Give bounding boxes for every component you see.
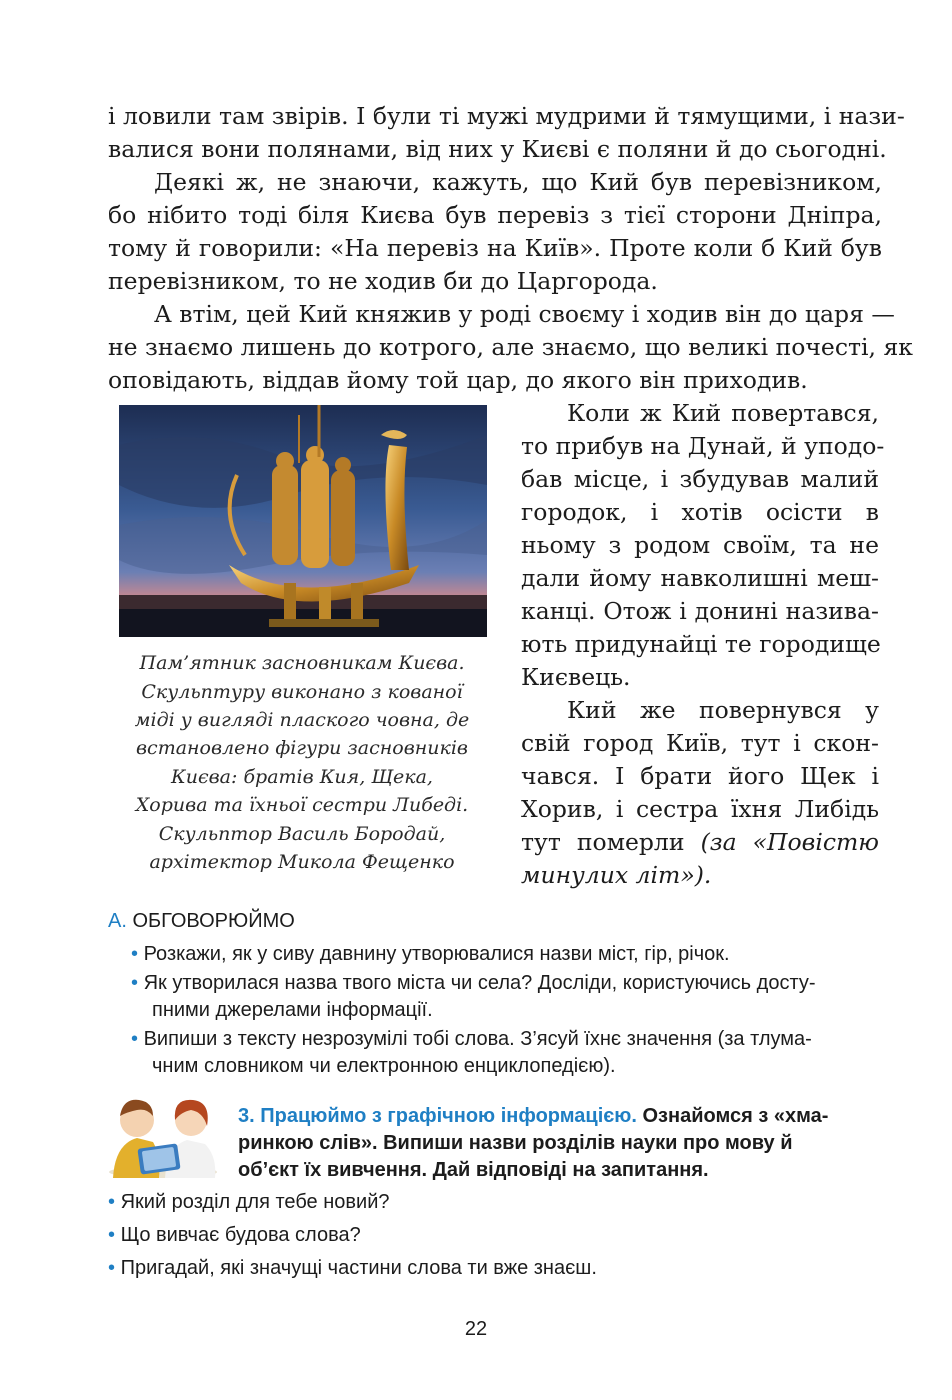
- section-heading: [108, 907, 295, 935]
- bullet-icon: •: [108, 1224, 116, 1246]
- text-line: ють придунайці те городище: [521, 630, 881, 658]
- text-fragment: тут померли: [521, 828, 685, 856]
- text-line: чався. І брати його Щек і: [521, 762, 879, 790]
- list-item-continuation: пними джерелами інформації.: [152, 999, 433, 1021]
- list-item: [131, 940, 730, 968]
- bullet-icon: •: [108, 1257, 116, 1279]
- list-item-continuation: чним словником чи електронною енциклопедією).: [152, 1055, 616, 1077]
- text-line: А втім, цей Кий княжив у роді своєму і ходив він до царя —: [154, 300, 895, 328]
- question-text: Який розділ для тебе новий?: [120, 1191, 390, 1213]
- text-line: [521, 826, 879, 859]
- list-item-text: Випиши з тексту незрозумілі тобі слова. З’ясуй їхнє значення (за тлума-: [143, 1028, 812, 1050]
- bullet-icon: •: [131, 1028, 139, 1050]
- monument-photo: [119, 405, 487, 637]
- photo-caption-line: міді у вигляді плаского човна, де: [134, 709, 470, 731]
- photo-caption-line: Києва: братів Кия, Щека,: [171, 766, 433, 788]
- list-item-text: Розкажи, як у сиву давнину утворювалися назви міст, гір, річок.: [143, 943, 730, 965]
- text-line: бав місце, і збудував малий: [521, 465, 879, 493]
- text-line: перевізником, то не ходив би до Царгорода.: [108, 267, 658, 295]
- text-line: бо нібито тоді біля Києва був перевіз з тієї сторони Дніпра,: [108, 201, 882, 229]
- text-line: Хорив, і сестра їхня Либідь: [521, 795, 879, 823]
- task-line: ринкою слів». Випиши назви розділів науки про мову й: [238, 1132, 793, 1154]
- photo-caption-line: Скульптор Василь Бородай,: [158, 823, 446, 845]
- photo-caption-line: Пам’ятник засновникам Києва.: [139, 652, 465, 674]
- task-line: об’єкт їх вивчення. Дай відповіді на запитання.: [238, 1159, 709, 1181]
- photo-caption-line: встановлено фігури засновників: [136, 737, 468, 759]
- text-line: і ловили там звірів. І були ті мужі мудрими й тямущими, і нази-: [108, 102, 905, 130]
- question-text: Пригадай, які значущі частини слова ти вже знаєш.: [120, 1257, 597, 1279]
- bullet-icon: •: [131, 943, 139, 965]
- source-reference: (за «Повістю: [700, 828, 879, 856]
- text-line: Кий же повернувся у: [567, 696, 879, 724]
- list-item-text: Як утворилася назва твого міста чи села? Досліди, користуючись досту-: [143, 972, 816, 994]
- photo-caption-line: архітектор Микола Фещенко: [149, 851, 455, 873]
- text-line: городок, і хотів осісти в: [521, 498, 879, 526]
- text-line: канці. Отож і донині назива-: [521, 597, 879, 625]
- bullet-icon: •: [108, 1191, 116, 1213]
- list-item: [131, 1025, 812, 1053]
- source-reference: минулих літ»).: [521, 861, 712, 889]
- text-line: валися вони полянами, від них у Києві є поляни й до сьогодні.: [108, 135, 887, 163]
- question-item: [108, 1188, 390, 1216]
- section-letter: А.: [108, 910, 127, 932]
- bullet-icon: •: [131, 972, 139, 994]
- question-item: [108, 1254, 597, 1282]
- question-item: [108, 1221, 361, 1249]
- text-line: оповідають, віддав йому той цар, до якого він приходив.: [108, 366, 808, 394]
- text-line: ньому з родом своїм, та не: [521, 531, 879, 559]
- text-line: не знаємо лишень до котрого, але знаємо, що великі почесті, як: [108, 333, 913, 361]
- question-text: Що вивчає будова слова?: [120, 1224, 361, 1246]
- task-line: [238, 1102, 828, 1130]
- photo-caption-line: Хорива та їхньої сестри Либеді.: [135, 794, 469, 816]
- text-line: то прибув на Дунай, й уподо-: [521, 432, 885, 460]
- text-line: свій город Київ, тут і скон-: [521, 729, 879, 757]
- task-text: Ознайомся з «хма-: [642, 1105, 829, 1127]
- list-item: [131, 969, 816, 997]
- section-title: ОБГОВОРЮЙМО: [132, 910, 295, 932]
- text-line: Києвець.: [521, 663, 631, 691]
- text-line: дали йому навколишні меш-: [521, 564, 879, 592]
- text-line: тому й говорили: «На перевіз на Київ». Проте коли б Кий був: [108, 234, 882, 262]
- text-line: Деякі ж, не знаючи, кажуть, що Кий був перевізником,: [154, 168, 882, 196]
- page-number: 22: [464, 1318, 488, 1340]
- students-illustration: [107, 1086, 219, 1178]
- photo-caption-line: Скульптуру виконано з кованої: [141, 681, 463, 703]
- task-title: 3. Працюймо з графічною інформацією.: [238, 1105, 637, 1127]
- text-line: Коли ж Кий повертався,: [567, 399, 879, 427]
